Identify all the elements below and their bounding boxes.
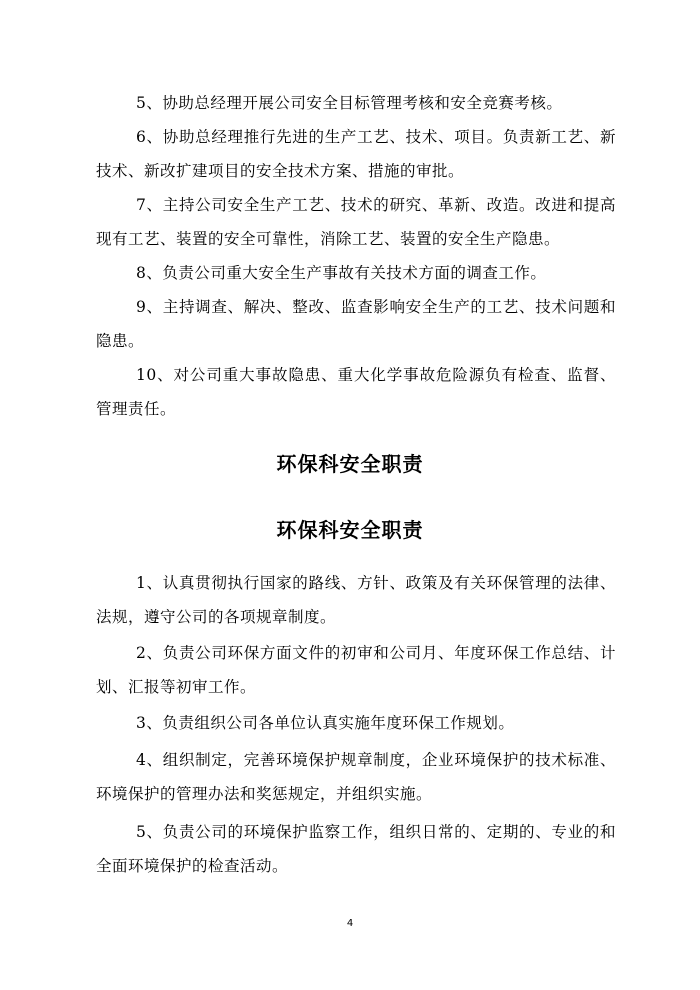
env-duty-item-4: 4、组织制定，完善环境保护规章制度，企业环境保护的技术标准、环境保护的管理办法和奖惩规定，并组织实施。 bbox=[96, 751, 616, 803]
duty-item-8: 8、负责公司重大安全生产事故有关技术方面的调查工作。 bbox=[136, 264, 547, 282]
page-number: 4 bbox=[346, 918, 354, 929]
env-duty-item-1: 1、认真贯彻执行国家的路线、方针、政策及有关环保管理的法律、法规，遵守公司的各项规章制度。 bbox=[96, 574, 616, 626]
env-duty-item-2: 2、负责公司环保方面文件的初审和公司月、年度环保工作总结、计划、汇报等初审工作。 bbox=[96, 644, 616, 696]
duty-item-10: 10、对公司重大事故隐患、重大化学事故危险源负有检查、监督、管理责任。 bbox=[96, 366, 616, 418]
duty-item-9: 9、主持调查、解决、整改、监查影响安全生产的工艺、技术问题和隐患。 bbox=[96, 298, 616, 350]
duty-item-5: 5、协助总经理开展公司安全目标管理考核和安全竞赛考核。 bbox=[136, 94, 563, 112]
env-duty-item-5: 5、负责公司的环境保护监察工作，组织日常的、定期的、专业的和全面环境保护的检查活动。 bbox=[96, 823, 616, 875]
env-duty-item-3: 3、负责组织公司各单位认真实施年度环保工作规划。 bbox=[136, 714, 515, 732]
section-subheading: 环保科安全职责 bbox=[276, 518, 424, 542]
duty-item-6: 6、协助总经理推行先进的生产工艺、技术、项目。负责新工艺、新技术、新改扩建项目的安全技术方案、措施的审批。 bbox=[96, 128, 616, 180]
duty-item-7: 7、主持公司安全生产工艺、技术的研究、革新、改造。改进和提高现有工艺、装置的安全可靠性，消除工艺、装置的安全生产隐患。 bbox=[96, 196, 616, 248]
section-heading: 环保科安全职责 bbox=[276, 452, 424, 476]
